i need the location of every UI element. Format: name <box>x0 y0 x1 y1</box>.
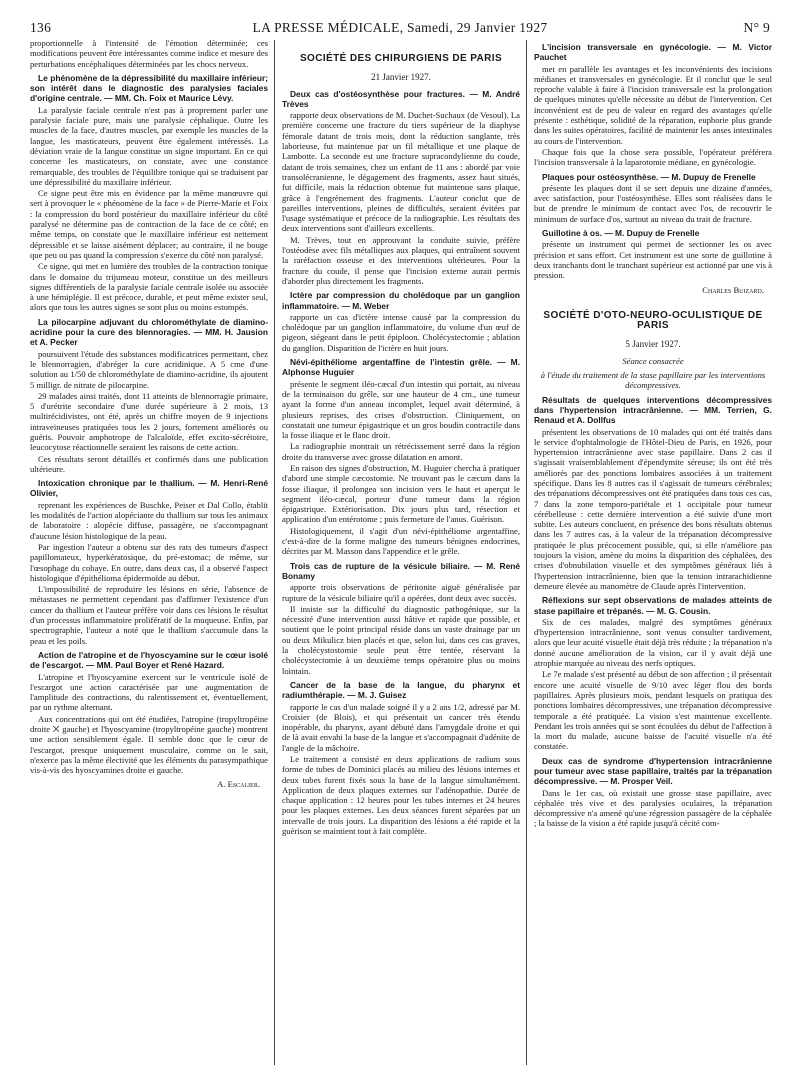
paragraph: Ce signe, qui met en lumière des troubles de la contraction tonique dans le domaine du trijumeau moteur, constitue un des meilleurs signes différentiels de la paralysie faciale centrale isolée ou associée à une hémiplégie. Il est précoce, durable, et peut même exister seul, alors que tous les autres signes se sont plus ou moins estompés. <box>30 261 268 313</box>
paragraph: présente les plaques dont il se sert depuis une dizaine d'années, avec satisfaction, pour l'ostéosynthèse. Elles sont réalisées dans le but de prendre le minimum de contact avec l'os, de recouvrir le minimum de surface d'os, surtout au niveau du trait de fracture. <box>534 182 772 224</box>
session-subtitle: à l'étude du traitement de la stase papillaire par les interventions décompressives. <box>540 370 766 391</box>
column-divider-1 <box>274 40 275 1065</box>
society-heading: SOCIÉTÉ D'OTO-NEURO-OCULISTIQUE DE PARIS <box>543 309 763 332</box>
paragraph: Le traitement a consisté en deux applications de radium sous forme de tubes de Dominici placés au milieu des lésions internes et deux tubes furent fixés sous la base de la langue simultanément. Application de deux plaques externes sur l'adénopathie. Durée de chaque application : 12 heures pour les tubes internes et 24 heures pour les plaques externes. Les deux séances furent séparées par un intervalle de trois jours. La disparition des lésions a été rapide et la guérison se maintient tout à fait complète. <box>282 754 520 837</box>
paragraph: proportionnelle à l'intensité de l'émotion déterminée; ces modifications peuvent être intéressantes comme indice et mesure des perturbations encéphaliques déterminées par les chocs nerveux. <box>30 38 268 69</box>
article-title: Guillotine à os. — M. Dupuy de Frenelle <box>542 228 700 239</box>
paragraph: Histologiquement, il s'agit d'un névi-épithéliome argentaffine, c'est-à-dire de la forme maligne des tumeurs bénignes endocrines, décrites par M. Masson dans l'appendice et le grêle. <box>282 525 520 557</box>
paragraph: Ces résultats seront détaillés et confirmés dans une publication ultérieure. <box>30 453 268 474</box>
article-title: Réflexions sur sept observations de malades atteints de stase papillaire et trépanés. — M. G. Cousin. <box>534 595 772 616</box>
paragraph: Dans le 1er cas, où existait une grosse stase papillaire, avec céphalée très vive et des paralysies oculaires, la trépanation décompressive n'a amené qu'une régression passagère de la céphalée ; la baisse de la vision a été rapide jusqu'à cécité com- <box>534 787 772 829</box>
article-title: Trois cas de rupture de la vésicule biliaire. — M. René Bonamy <box>282 560 520 581</box>
paragraph: reprenant les expériences de Buschke, Peiser et Dal Collo, établit les modalités de l'action alopéciante du thallium sur tous les animaux de laboratoire : alopécie diffuse, passagère, ne s'accompagnant d'aucune lésion histologique de la peau. <box>30 499 268 541</box>
paragraph: Ce signe peut être mis en évidence par la même manœuvre qui sert à provoquer le « phénomène de la face » de Pierre-Marie et Foix : la compression du bord postérieur du maxillaire inférieur du côté paralysé ne détermine pas de contraction de la face de ce côté; en même temps, on constate que le maxillaire inférieur est nettement dépressible et se laisse aisément déplacer; au contraire, il ne bouge que peu ou pas quand la compression s'exerce du côté non paralysé. <box>30 188 268 260</box>
paragraph: En raison des signes d'obstruction, M. Huguier chercha à pratiquer d'abord une simple cæcostomie. Ne trouvant pas le cæcum dans la fosse iliaque, il prolongea son incision vers le haut et aperçut le segment iléo-cæcal, porteur d'une tumeur dans la région épigastrique. Extériorisation. Dix jours plus tard, résection et application d'un entérotome ; puis fermeture de l'anus. Guérison. <box>282 462 520 525</box>
article-title: Intoxication chronique par le thallium. — M. Henri-René Olivier, <box>30 478 268 499</box>
page-number: 136 <box>30 20 52 35</box>
column-1 <box>30 38 268 1068</box>
session-date: 5 Janvier 1927. <box>625 339 681 350</box>
signature: A. Escalier. <box>217 779 260 790</box>
article-title: Névi-épithéliome argentaffine de l'intestin grêle. — M. Alphonse Huguier <box>282 357 520 378</box>
signature: Charles Buizard. <box>702 284 764 295</box>
paragraph: L'atropine et l'hyoscyamine exercent sur le ventricule isolé de l'escargot une action caractérisée par une augmentation de l'amplitude des contractions, du ralentissement et, éventuellement, par un rythme alternant. <box>30 671 268 713</box>
article-title: La pilocarpine adjuvant du chlorométhylate de diamino-acridine pour la cure des blennoragies. — MM. H. Jausion et A. Pecker <box>30 316 268 348</box>
column-3 <box>534 38 772 1068</box>
article-title: Deux cas d'ostéosynthèse pour fractures. — M. André Trèves <box>282 88 520 109</box>
article-title: Ictère par compression du cholédoque par un ganglion inflammatoire. — M. Weber <box>282 290 520 311</box>
paragraph: Aux concentrations qui ont été étudiées, l'atropine (tropyltropéine droite ⨉ gauche) et l'hyoscyamine (tropyltropéine gauche) montrent une action sensiblement égale. Il semble donc que le cœur de l'escargot, presque uniquement musculaire, comme on le sait, n'exerce pas la même électivité que les éléments du parasympathique vis-à-vis des hyoscyamines droite et gauche. <box>30 713 268 776</box>
article-title: Résultats de quelques interventions décompressives dans l'hypertension intracrânienne. — MM. Terrien, G. Renaud et A. Dollfus <box>534 394 772 426</box>
paragraph: Chaque fois que la chose sera possible, l'opérateur préférera l'incision transversale à la laparotomie médiane, en gynécologie. <box>534 146 772 168</box>
paragraph: Il insiste sur la difficulté du diagnostic pathogénique, sur la nécessité d'une intervention aussi hâtive et rapide que possible, et soutient que le point principal réside dans un vaste drainage par un ou deux Mikulicz bien placés et que, selon lui, dans ces cas graves, la cholécystostomie seule peut être tentée, réservant la cholécystectomie à un deuxième temps opératoire plus ou moins lointain. <box>282 603 520 676</box>
paragraph: M. Trèves, tout en approuvant la conduite suivie, préfère l'ostéodèse avec fils métalliques aux plaques, qui entraînent souvent la raréfaction osseuse et des interventions ultérieures. Pour la fracture du coude, il pense que l'incision externe aurait permis d'aborder plus directement les fragments. <box>282 234 520 286</box>
paragraph: 29 malades ainsi traités, dont 11 atteints de blennorragie primaire, 5 d'urétrite secondaire d'une durée supérieure à 2 mois, 13 multirécidivistes, ont été, après un chiffre moyen de 9 injections intraveineuses pratiquées tous les 2 jours, fortement améliorés ou guéris. Pouvoir amphotrope de l'alcaloïde, effet excito-sécrétoire, leucocytose réactionnelle seraient les raisons de cette action. <box>30 390 268 453</box>
article-title: Deux cas de syndrome d'hypertension intracrânienne pour tumeur avec stase papillaire, traités par la trépanation décompressive. — M. Prosper Veil. <box>534 755 772 787</box>
article-title: L'incision transversale en gynécologie. — M. Victor Pauchet <box>534 42 772 63</box>
article-title: Cancer de la base de la langue, du pharynx et radiumthérapie. — M. J. Guisez <box>282 679 520 701</box>
paragraph: La radiographie montrait un rétrécissement serré dans la région droite du transverse avec grosse dilatation en amont. <box>282 441 520 462</box>
paragraph: Par ingestion l'auteur a obtenu sur des rats des tumeurs d'aspect papillomateux, hyperkératosique, du pré-estomac; de même, sur l'œsophage du cobaye. En outre, dans deux cas, il a observé l'aspect histologique d'épithélioma épidermoïde au début. <box>30 541 268 583</box>
page-header <box>30 20 770 40</box>
article-title: Action de l'atropine et de l'hyoscyamine sur le cœur isolé de l'escargot. — MM. Paul Boyer et René Hazard. <box>30 649 268 671</box>
paragraph: La paralysie faciale centrale n'est pas à proprement parler une paralysie faciale pure, mais une paralysie céphalique. Outre les muscles de la face, d'autres muscles, par exemple les muscles de la langue, les masticateurs, peuvent être également intéressés. La déviation vraie de la langue constitue un signe important. En ce qui concerne les masticateurs, on constate, avec une constance remarquable, des troubles de l'équilibre tonique qui se traduisent par une dépressibilité du maxillaire inférieur. <box>30 104 268 187</box>
issue-number: N° 9 <box>743 20 770 35</box>
paragraph: apporte trois observations de péritonite aiguë généralisée par rupture de la vésicule biliaire qu'il a opérées, dont deux avec succès. <box>282 582 520 603</box>
paragraph: présente un instrument qui permet de sectionner les os avec précision et sans effort. Cet instrument est une sorte de guillotine à deux tranchants dont le tranchant supérieur est actionné par une vis à pression. <box>534 239 772 281</box>
society-heading: SOCIÉTÉ DES CHIRURGIENS DE PARIS <box>299 53 503 64</box>
paragraph: rapporte un cas d'ictère intense causé par la compression du cholédoque par un ganglion inflammatoire, du volume d'un œuf de pigeon, siégeant dans le petit épiploon. Cholécystectomie ; ablation du ganglion. Disparition de l'ictère en huit jours. <box>282 311 520 353</box>
paragraph: rapporte le cas d'un malade soigné il y a 2 ans 1/2, adressé par M. Croisier (de Blois), et qui présentait un cancer très étendu inopérable, du pharynx, ayant débuté dans l'amygdale droite et qui de là avait envahi la base de la langue et s'accompagnait d'adénite de l'angle de la mâchoire. <box>282 701 520 753</box>
column-divider-2 <box>526 40 527 1065</box>
paragraph: Six de ces malades, malgré des symptômes généraux d'hypertension intracrânienne, sont venus consulter tardivement, alors que leur acuité visuelle était déjà très réduite ; la trépanation n'a donné aucune amélioration de la vision, car il y avait déjà une atrophie marquée au niveau des nerfs optiques. <box>534 616 772 669</box>
session-date: 21 Janvier 1927. <box>371 72 431 83</box>
paragraph: présentent les observations de 10 malades qui ont été traités dans le service d'ophtalmologie de l'Hôtel-Dieu de Paris, en 1926, pour hypertension intracrânienne avec stase papillaire. Dans 2 cas il s'agissait vraisemblablement d'épendymite séreuse; ils ont été très améliorés par des ponctions lombaires associées à un traitement spécifique. Dans les 8 autres cas il s'agissait de tumeurs cérébrales; des trépanations décompressives ont été pratiquées dans tous ces cas, 7 dans la zone temporo-pariétale et 1 occipitale pour tumeur cérébelleuse : cette dernière intervention a été suivie d'une mort subite. Les auteurs concluent, en présence des bons résultats obtenus dans les 7 autres cas, à la valeur de la trépanation décompressive pratiquée le plus précocement possible, qui, si elle n'améliore pas toujours la vision, amène du moins la disparition des céphalées, des crises d'obnubilation visuelle et des symptômes généraux liés à l'hypertension intracrânienne, bien que la tension intrarachidienne demeure élevée au manomètre de Claude après l'intervention. <box>534 426 772 591</box>
paragraph: présente le segment iléo-cæcal d'un intestin qui portait, au niveau de la terminaison du grêle, sur une hauteur de 4 cm., une tumeur ayant la forme d'un anneau incomplet, lequel avait déterminé, à plusieurs reprises, des crises d'obstruction. Cliniquement, on constatait une tumeur épigastrique et un gros boudin contractile dans la fosse iliaque et le flanc droit. <box>282 378 520 441</box>
paragraph: L'impossibilité de reproduire les lésions en série, l'absence de métastases ne permettent cependant pas d'affirmer l'existence d'un cancer du thallium et l'auteur préfère voir dans ces lésions le résultat d'un processus inflammatoire prolifératif de la muqueuse. Enfin, par spectrographie, l'auteur a noté que le thallium s'accumule dans la peau et les poils. <box>30 584 268 646</box>
journal-title: LA PRESSE MÉDICALE, Samedi, 29 Janvier 1927 <box>252 20 548 35</box>
session-subtitle: Séance consacrée <box>622 355 684 366</box>
paragraph: met en parallèle les avantages et les inconvénients des incisions médianes et transversales en gynécologie. Et il conclut que le seul reproche valable à faire à l'incision transversale est la prolongation de quelques minutes qu'elle nécessite au début de l'intervention. Cet inconvénient est de peu de valeur en regard des avantages qu'elle présente : esthétique, solidité de la réparation, euphorie plus grande dans les suites opératoires, facilité de maintenir les anses intestinales au cours de l'intervention. <box>534 63 772 146</box>
paragraph: rapporte deux observations de M. Duchet-Suchaux (de Vesoul). La première concerne une fracture du tiers supérieur de la diaphyse fémorale datant de trois mois, dont la réduction sanglante, très laborieuse, fut maintenue par un fil métallique et une plaque de Lambotte. La seconde est une fracture supracondylienne du coude, datant de trois semaines, chez un enfant de 11 ans : abordé par voie transolécranienne, le dégagement des fragments, assez haut situés, fut difficile, mais la réduction obtenue fut maintenue sans plaque, grâce à l'engrènement des fragments. L'auteur conclut que de pareilles interventions, pleines de difficultés, seraient évitées par l'usage systématique et précoce de la radiographie. Les résultats des deux interventions sont d'ailleurs excellents. <box>282 110 520 234</box>
article-title: Plaques pour ostéosynthèse. — M. Dupuy de Frenelle <box>542 171 756 182</box>
paragraph: Le 7e malade s'est présenté au début de son affection ; il présentait encore une acuité visuelle de 9/10 avec léger flou des bords papillaires. Après plusieurs mois, pendant lesquels on pratiqua des ponctions lombaires décompressives, une trépanation décompressive temporale a été pratiquée. La vision s'est maintenue excellente. Pendant les trois années qui se sont écoulées du début de l'affection à la mort du malade, aucune baisse de l'acuité visuelle n'a été constatée. <box>534 669 772 752</box>
column-2 <box>282 38 520 1068</box>
article-title: Le phénomène de la dépressibilité du maxillaire inférieur; son intérêt dans le diagnostic des paralysies faciales d'origine centrale. — MM. Ch. Foix et Maurice Lévy. <box>30 72 268 104</box>
paragraph: poursuivent l'étude des substances modificatrices permettant, chez le blennorragien, d'abréger la cure acridinique. A 5 cme d'une solution au 1/50 de chlorométhylate de diamino-acridine, ils ajoutent 5 milligr. de nitrate de pilocarpine. <box>30 348 268 390</box>
